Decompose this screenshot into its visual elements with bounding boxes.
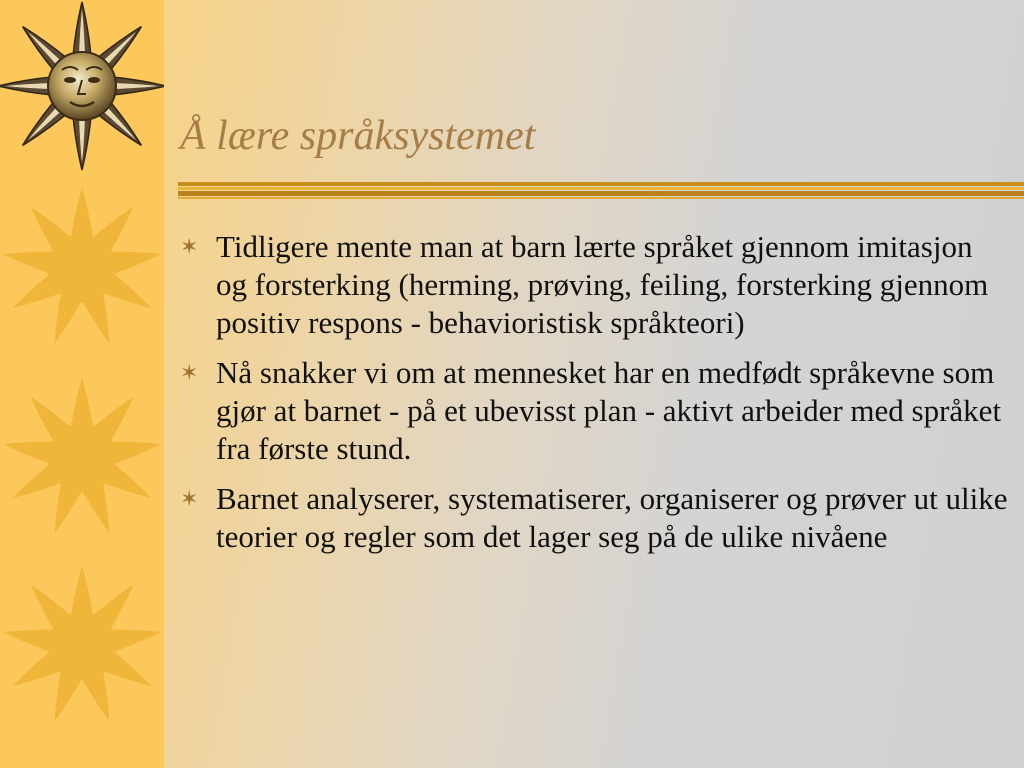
decorative-strip — [0, 0, 164, 768]
bullet-item — [180, 480, 1010, 556]
bullet-text: Nå snakker vi om at mennesket har en medfødt språkevne som gjør at barnet - på et ubevisst plan - aktivt arbeider med språket fra første stund. — [216, 355, 1002, 466]
sun-icon — [0, 560, 164, 732]
bullet-text: Tidligere mente man at barn lærte språket gjennom imitasjon og forsterking (herming, prøving, feiling, forsterking gjennom positiv respons - behavioristisk språkteori) — [216, 229, 989, 340]
six-point-star-icon: ✶ — [180, 486, 199, 511]
sun-icon — [0, 372, 164, 544]
bullet-text: Barnet analyserer, systematiserer, organiserer og prøver ut ulike teorier og regler som det lager seg på de ulike nivåene — [216, 481, 1008, 554]
bullet-item — [180, 354, 1010, 468]
bullet-list — [180, 228, 1010, 568]
bullet-item — [180, 228, 1010, 342]
six-point-star-icon: ✶ — [180, 234, 199, 259]
slide-title: Å lære språksystemet — [180, 113, 536, 159]
sun-face-icon — [0, 0, 164, 172]
sun-icon — [0, 182, 164, 354]
title-divider — [178, 180, 1024, 202]
six-point-star-icon: ✶ — [180, 360, 199, 385]
